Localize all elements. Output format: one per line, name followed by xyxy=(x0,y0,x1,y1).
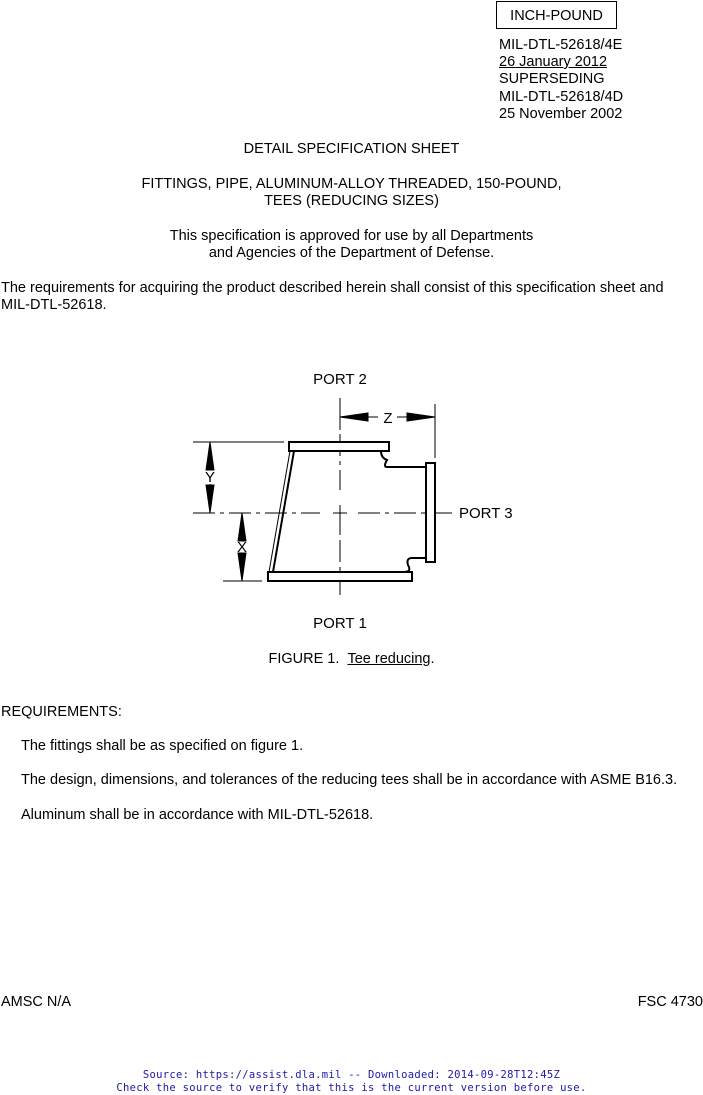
superseded-date: 25 November 2002 xyxy=(499,106,623,122)
tee-body xyxy=(268,442,435,581)
approval-line-2: and Agencies of the Department of Defense. xyxy=(208,245,495,261)
sheet-type-title: DETAIL SPECIFICATION SHEET xyxy=(243,141,460,157)
intro-line-2: MIL-DTL-52618. xyxy=(1,297,107,313)
figure-caption-suffix: . xyxy=(430,651,435,667)
requirement-item: The fittings shall be as specified on figure 1. xyxy=(21,738,304,754)
centerlines xyxy=(193,398,452,595)
classification-box: INCH-POUND xyxy=(496,1,617,29)
dimension-z-label: Z xyxy=(383,410,393,427)
superseded-number: MIL-DTL-52618/4D xyxy=(499,89,624,105)
intro-line-1: The requirements for acquiring the product described herein shall consist of this specification sheet and xyxy=(1,280,664,296)
dimension-x-label: X xyxy=(236,539,248,556)
port-1-label: PORT 1 xyxy=(313,615,367,632)
document-date: 26 January 2012 xyxy=(499,54,608,70)
port-2-label: PORT 2 xyxy=(313,371,367,388)
amsc-label: AMSC N/A xyxy=(1,994,72,1010)
fsc-label: FSC 4730 xyxy=(637,994,703,1010)
superseding-label: SUPERSEDING xyxy=(499,71,605,87)
figure-caption-title: Tee reducing xyxy=(347,651,431,667)
figure-caption-prefix: FIGURE 1. xyxy=(268,651,340,667)
extension-lines xyxy=(193,404,435,581)
approval-line-1: This specification is approved for use by all Departments xyxy=(169,228,534,244)
requirement-item: The design, dimensions, and tolerances of the reducing tees shall be in accordance with ASME B16.3. xyxy=(21,772,678,788)
document-number: MIL-DTL-52618/4E xyxy=(499,37,623,53)
source-line-2: Check the source to verify that this is the current version before use. xyxy=(116,1082,587,1094)
requirement-item: Aluminum shall be in accordance with MIL-DTL-52618. xyxy=(21,807,374,823)
figure-caption xyxy=(0,651,703,667)
source-line-1: Source: https://assist.dla.mil -- Downloaded: 2014-09-28T12:45Z xyxy=(142,1069,561,1081)
port-3-label: PORT 3 xyxy=(459,505,513,522)
title-line-2: TEES (REDUCING SIZES) xyxy=(264,193,439,209)
title-line-1: FITTINGS, PIPE, ALUMINUM-ALLOY THREADED, 150-POUND, xyxy=(141,176,562,192)
dimension-y-label: Y xyxy=(204,469,216,486)
requirements-heading: REQUIREMENTS: xyxy=(1,704,122,720)
